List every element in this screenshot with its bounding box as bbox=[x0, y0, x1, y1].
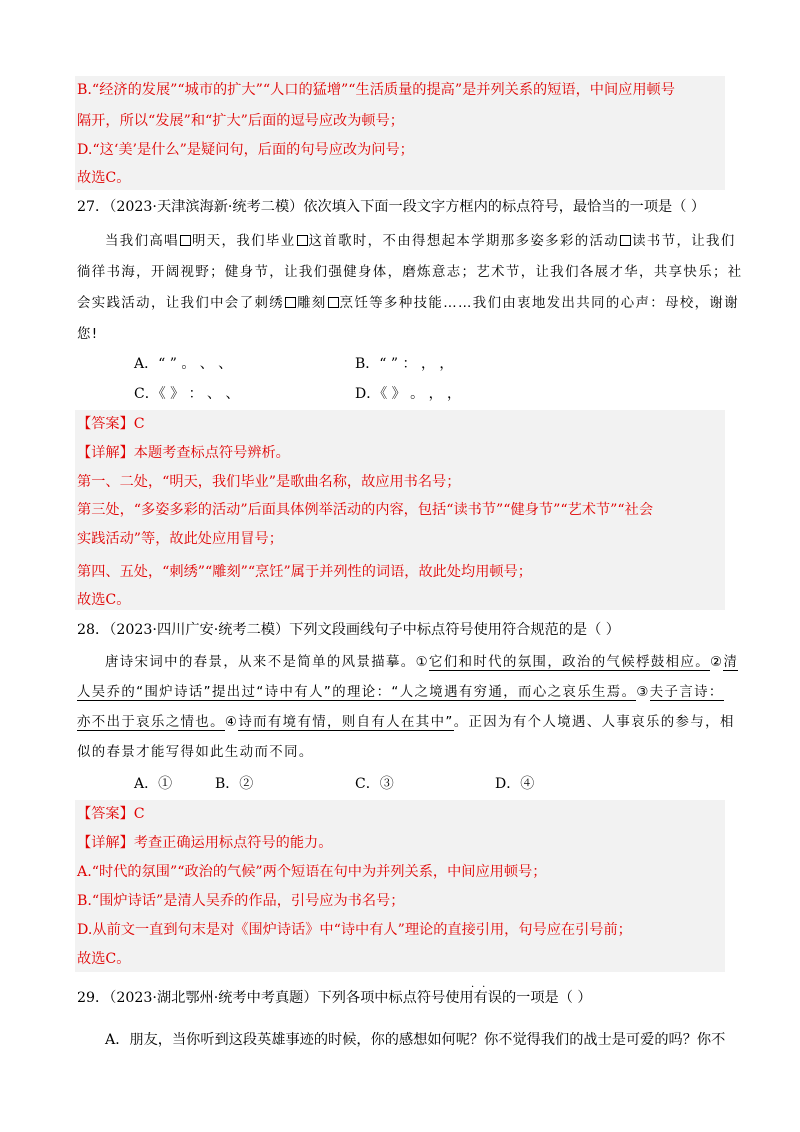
prev-answer-line-4: 故选C。 bbox=[77, 170, 131, 186]
q28-detail-3: D.从前文一直到句末是对《围炉诗话》中“诗中有人”理论的直接引用，句号应在引号前； bbox=[77, 922, 632, 938]
q28-passage-line-2: 人吴乔的“围炉诗话”提出过“诗中有人”的理论：“人之境遇有穷通，而心之哀乐生焉。③夫子言诗： bbox=[77, 685, 724, 700]
q27-passage-line-1: 当我们高唱 明天，我们毕业 这首歌时，不由得想起本学期那多姿多彩的活动 读书节，让我们 bbox=[105, 234, 736, 249]
emphasized-word: 有误 bbox=[473, 990, 502, 1006]
q28-option-a[interactable]: A．① bbox=[134, 776, 173, 792]
q27-passage-line-2: 徜徉书海，开阔视野；健身节，让我们强健身体，磨炼意志；艺术节，让我们各展才华，共享快乐；社 bbox=[77, 265, 743, 280]
q27-detail-4: 第四、五处，“刺绣”“雕刻”“烹饪”属于并列性的词语，故此处均用顿号； bbox=[77, 564, 532, 580]
q28-detail-title: 【详解】考查正确运用标点符号的能力。 bbox=[77, 835, 333, 851]
q28-detail-2: B.“围炉诗话”是清人吴乔的作品，引号应为书名号； bbox=[77, 893, 405, 909]
prev-answer-line-2: 隔开，所以“发展”和“扩大”后面的逗号应改为顿号； bbox=[77, 113, 404, 129]
blank-box-5 bbox=[328, 297, 339, 308]
q28-option-c[interactable]: C．③ bbox=[355, 776, 394, 792]
blank-box-3 bbox=[620, 235, 631, 246]
q28-detail-1: A.“时代的氛围”“政治的气候”两个短语在句中为并列关系，中间应用顿号； bbox=[77, 864, 547, 880]
q27-option-d[interactable]: D．《 》 。 ， ， bbox=[355, 386, 462, 402]
q27-detail-3: 实践活动”等，故此处应用冒号； bbox=[77, 531, 283, 547]
q28-stem: 28．（2023·四川广安·统考二模）下列文段画线句子中标点符号使用符合规范的是（ ） bbox=[77, 622, 620, 638]
emphasis-dots: ·· bbox=[471, 982, 494, 993]
q27-option-a[interactable]: A．“ ” 。 、 、 bbox=[134, 356, 233, 372]
q28-option-d[interactable]: D．④ bbox=[495, 776, 535, 792]
q27-detail-2: 第三处，“多姿多彩的活动”后面具体例举活动的内容，包括“读书节”“健身节”“艺术节”“社会 bbox=[77, 502, 654, 518]
prev-answer-line-1: B.“经济的发展”“城市的扩大”“人口的猛增”“生活质量的提高”是并列关系的短语，中间应用顿号 bbox=[77, 82, 675, 98]
q28-answer: 【答案】C bbox=[77, 806, 145, 822]
q28-passage-line-4: 似的春景才能写得如此生动而不同。 bbox=[77, 745, 314, 760]
q27-option-c[interactable]: C．《 》 ： 、 、 bbox=[134, 386, 240, 402]
q27-passage-line-4: 您! bbox=[77, 327, 99, 342]
q28-answer-block bbox=[75, 800, 725, 972]
blank-box-4 bbox=[285, 297, 296, 308]
q27-answer: 【答案】C bbox=[77, 416, 145, 432]
q28-passage-line-3: 亦不出于哀乐之情也。④诗而有境有情，则自有人在其中”。正因为有个人境遇、人事哀乐的参与，相 bbox=[77, 715, 735, 730]
blank-box-1 bbox=[180, 235, 191, 246]
q27-option-b[interactable]: B．“ ” ： ， ， bbox=[355, 356, 454, 372]
q27-detail-title: 【详解】本题考查标点符号辨析。 bbox=[77, 445, 290, 461]
q27-detail-1: 第一、二处，“明天，我们毕业”是歌曲名称，故应用书名号； bbox=[77, 474, 461, 490]
q27-detail-5: 故选C。 bbox=[77, 592, 131, 608]
q28-detail-4: 故选C。 bbox=[77, 951, 131, 967]
blank-box-2 bbox=[297, 235, 308, 246]
q29-option-a[interactable]: A．朋友，当你听到这段英雄事迹的时候，你的感想如何呢？你不觉得我们的战士是可爱的吗？你不 bbox=[105, 1032, 726, 1048]
q28-option-b[interactable]: B．② bbox=[215, 776, 254, 792]
q27-stem: 27．（2023·天津滨海新·统考二模）依次填入下面一段文字方框内的标点符号，最恰当的一项是（ ） bbox=[77, 199, 706, 215]
q27-passage-line-3: 会实践活动，让我们中会了刺绣 雕刻 烹饪等多种技能……我们由衷地发出共同的心声：母校，谢谢 bbox=[77, 296, 740, 311]
q29-stem: 29．（2023·湖北鄂州·统考中考真题）下列各项中标点符号使用有误的一项是（ ） bbox=[77, 990, 592, 1006]
q28-passage-line-1: 唐诗宋词中的春景，从来不是简单的风景描摹。①它们和时代的氛围，政治的气候桴鼓相应。②清 bbox=[105, 655, 739, 670]
prev-answer-line-3: D.“这‘美’是什么”是疑问句，后面的句号应改为问号； bbox=[77, 142, 414, 158]
